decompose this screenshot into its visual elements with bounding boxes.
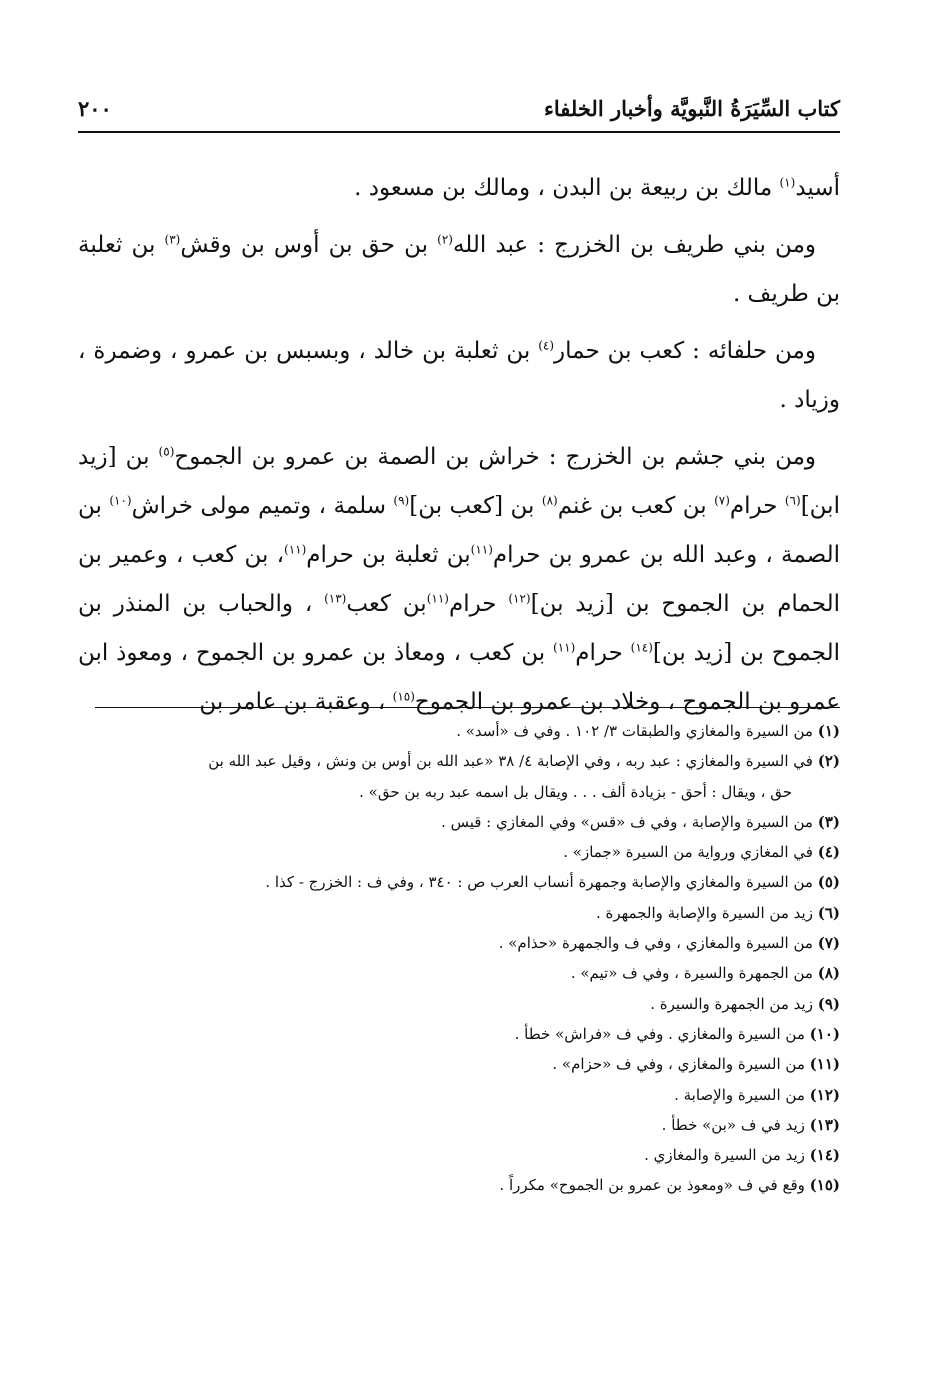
footnote-text: في السيرة والمغازي : عبد ربه ، وفي الإصابة ٤/ ٣٨ «عبد الله بن أوس بن ونش ، وقيل عبد الله بن [208, 752, 818, 771]
footnote-continuation: حق ، ويقال : أحق - بزيادة ألف . . . ويقال بل اسمه عبد ربه بن حق» . [359, 782, 792, 801]
footnote-text: من السيرة والمغازي والطبقات ٣/ ١٠٢ . وفي ف «أسد» . [456, 722, 818, 740]
text-run: حرام [448, 591, 509, 617]
body-paragraph [78, 221, 840, 319]
footnote [78, 1170, 840, 1200]
body-paragraph [78, 433, 840, 727]
footnotes [78, 716, 840, 1201]
footnote [78, 807, 840, 837]
footnote-text: في المغازي ورواية من السيرة «جماز» . [563, 843, 818, 862]
footnote-text: زيد من السيرة والمغازي . [644, 1146, 810, 1165]
running-header [78, 94, 840, 128]
footnote-number: (٦) [817, 903, 840, 922]
footnote-ref[interactable]: (١٤) [630, 640, 653, 655]
footnote-number: (٥) [817, 873, 840, 892]
footnote-number: (١٣) [809, 1115, 840, 1134]
footnote-text: من السيرة والمغازي . وفي ف «فراش» خطأ . [514, 1024, 810, 1043]
footnote-ref[interactable]: (٧) [714, 493, 730, 508]
text-run: بن [زيد ابن] [78, 444, 840, 519]
footnote [78, 1080, 840, 1110]
footnote-ref[interactable]: (١) [779, 175, 796, 190]
footnote-number: (١٤) [809, 1146, 840, 1165]
footnote-number: (٢) [817, 752, 840, 771]
footnote-text: من السيرة والإصابة ، وفي ف «قس» وفي المغازي : قيس . [441, 812, 818, 831]
footnote-separator [95, 707, 840, 708]
footnote-text: من السيرة والمغازي والإصابة وجمهرة أنساب العرب ص : ٣٤٠ ، وفي ف : الخزرج - كذا . [265, 873, 818, 892]
text-run: ومن بني جشم بن الخزرج : خراش بن الصمة بن عمرو بن الجموح [174, 444, 816, 470]
text-run: ، وعقبة بن عامر بن [199, 689, 393, 715]
text-run: بن كعب ، ومعاذ بن عمرو بن الجموح ، ومعوذ ابن عمرو بن الجموح ، وخلاد بن عمرو بن الجموح [78, 640, 840, 715]
footnote [78, 958, 840, 988]
footnote-number: (٤) [817, 843, 840, 862]
footnote [78, 1110, 840, 1140]
footnote-number: (٩) [817, 994, 840, 1013]
footnote-ref[interactable]: (٢) [437, 232, 453, 247]
footnote-ref[interactable]: (١١) [553, 640, 576, 655]
footnote-ref[interactable]: (١٠) [109, 493, 132, 508]
footnote-text: زيد في ف «بن» خطأ . [661, 1115, 810, 1134]
footnote [78, 837, 840, 867]
text-run: ومن بني طريف بن الخزرج : عبد الله [452, 232, 816, 258]
footnote-text: من السيرة والإصابة . [674, 1085, 810, 1104]
text-run: بن ثعلبة بن طريف . [78, 232, 840, 307]
header-rule [78, 131, 840, 133]
footnote-text: زيد من الجمهرة والسيرة . [650, 994, 818, 1013]
body-paragraph [78, 327, 840, 425]
footnote-ref[interactable]: (٨) [541, 493, 558, 508]
footnote-ref[interactable]: (٥) [158, 444, 175, 459]
footnote-number: (١١) [809, 1055, 840, 1074]
footnote-ref[interactable]: (٣) [164, 232, 181, 247]
body-paragraph [78, 164, 840, 213]
footnote [78, 1049, 840, 1079]
text-run: حرام [575, 640, 631, 666]
footnote-text: وقع في ف «ومعوذ بن عمرو بن الجموح» مكرراً . [499, 1176, 810, 1195]
footnote-number: (١) [817, 722, 840, 740]
footnote-ref[interactable]: (١٢) [508, 591, 531, 606]
footnote-text: من السيرة والمغازي ، وفي ف «حزام» . [552, 1055, 810, 1074]
footnote-text: من السيرة والمغازي ، وفي ف والجمهرة «حذام» . [498, 934, 818, 953]
text-run: حرام [729, 493, 785, 519]
book-title: كتاب السِّيَرَةُ النَّبويَّة وأخبار الخلفاء [544, 96, 840, 121]
footnote-ref[interactable]: (١٥) [392, 689, 415, 704]
footnote-number: (٧) [817, 934, 840, 953]
text-run: ومن حلفائه : كعب بن حمار [554, 338, 816, 364]
main-text [78, 164, 840, 735]
footnote-ref[interactable]: (١١) [284, 542, 307, 557]
text-run: بن حق بن أوس بن وقش [180, 232, 438, 258]
footnote [78, 1140, 840, 1170]
page-number: ٢٠٠ [78, 96, 112, 121]
text-run: ، بن كعب ، وعمير بن الحمام بن الجموح بن [زيد بن] [78, 542, 840, 617]
footnote-number: (١٠) [809, 1024, 840, 1043]
footnote-ref[interactable]: (١١) [470, 542, 493, 557]
text-run: أسيد [795, 175, 840, 201]
footnote [78, 928, 840, 958]
footnote [78, 746, 840, 776]
footnote-number: (٨) [817, 964, 840, 983]
footnote [78, 989, 840, 1019]
text-run: سلمة ، وتميم مولى خراش [131, 493, 394, 519]
footnote-number: (١٢) [809, 1085, 840, 1104]
footnote-ref[interactable]: (٤) [538, 338, 555, 353]
text-run: بن كعب [346, 591, 427, 617]
footnote-text: من الجمهرة والسيرة ، وفي ف «تيم» . [570, 964, 818, 983]
footnote [78, 867, 840, 897]
text-run: بن [كعب بن] [409, 493, 542, 519]
footnote-ref[interactable]: (١٣) [324, 591, 347, 606]
text-run: مالك بن ربيعة بن البدن ، ومالك بن مسعود . [354, 175, 780, 201]
text-run: بن الصمة ، وعبد الله بن عمرو بن حرام [78, 493, 841, 568]
footnote-number: (١٥) [809, 1176, 840, 1195]
footnote-text: زيد من السيرة والإصابة والجمهرة . [595, 903, 818, 922]
text-run: بن ثعلبة بن خالد ، وبسبس بن عمرو ، وضمرة ، وزياد . [78, 338, 840, 413]
footnote [78, 898, 840, 928]
text-run: بن ثعلبة بن حرام [306, 542, 471, 568]
footnote-ref[interactable]: (٦) [784, 493, 801, 508]
footnote [78, 716, 840, 746]
footnote-number: (٣) [817, 812, 840, 831]
footnote-ref[interactable]: (١١) [426, 591, 449, 606]
text-run: بن كعب بن غنم [557, 493, 715, 519]
footnote [78, 1019, 840, 1049]
text-run: ، والحباب بن المنذر بن الجموح بن [زيد بن] [78, 591, 840, 666]
footnote-ref[interactable]: (٩) [393, 493, 410, 508]
